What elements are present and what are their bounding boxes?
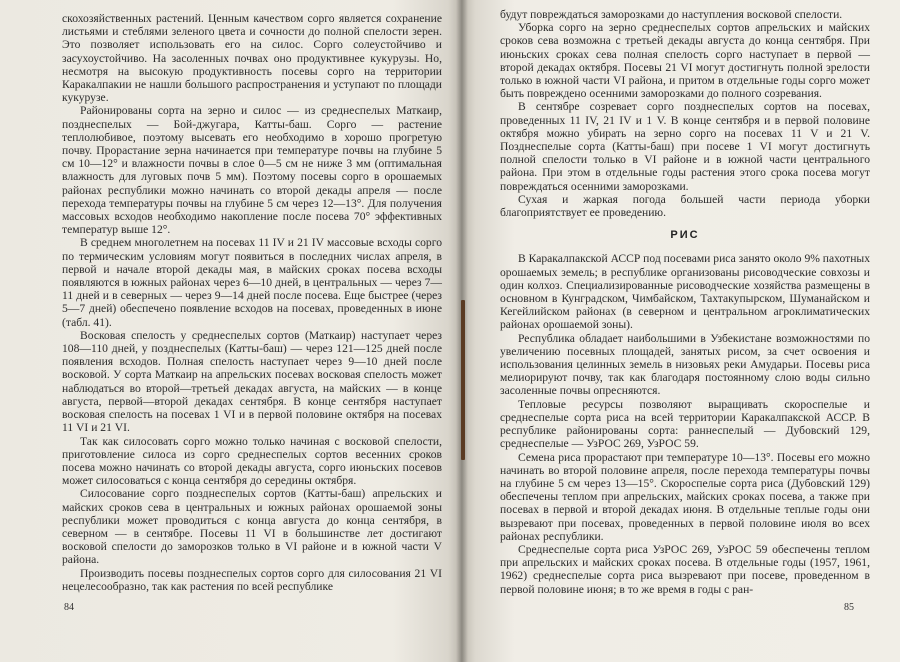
paragraph: В Каракалпакской АССР под посевами риса занято около 9% пахотных орошаемых земель; в республике организованы рисоводческие совхозы и один колхоз. Специализированные рисоводческие хозяйства размещены в основном в Кунградском, Чимбайском, Тахтакупырском, Шуманайском и Кегейлийском районах (в северном и центральном агроклиматических районах орошаемой зоны).	[500, 252, 871, 332]
paragraph: Силосование сорго позднеспелых сортов (Катты-баш) апрельских и майских сроков сева в центральных и южных районах орошаемой зоны республики может проводиться с конца августа до конца сентября, в северном — в сентябре. Посевы 11 VI в большинстве лет достигают восковой спелости до заморозков только в VI районе и в южной части V района.	[62, 487, 442, 567]
paragraph: Тепловые ресурсы позволяют выращивать скороспелые и среднеспелые сорта риса на всей территории Каракалпакской АССР. В республике районированы сорта: раннеспелый — Дубовский 129, среднеспелые — УзРОС 269, УзРОС 59.	[500, 397, 870, 451]
paragraph: В среднем многолетнем на посевах 11 IV и 21 IV массовые всходы сорго по термическим условиям могут появиться в последних числах апреля, в первой и начале второй декады мая, в майских сроках посева всходы появляются в южных районах через 6—10 дней, в центральных — через 7—11 дней и в северных — через 9—14 дней после посева. Еще быстрее (через 5—7 дней) обеспечено появление всходов на посевах, проведенных в июне (табл. 41).	[62, 236, 442, 329]
paragraph: Так как силосовать сорго можно только начиная с восковой спелости, приготовление силоса из сорго среднеспелых сортов весенних сроков посева можно начинать со второй декады августа, сорго июньских посевов может силосоваться с конца сентября до середины октября.	[62, 434, 442, 488]
paragraph: Восковая спелость у среднеспелых сортов (Маткаир) наступает через 108—110 дней, у позднеспелых (Катты-баш) — через 121—125 дней после появления всходов. Полная спелость наступает через 9—10 дней после восковой. У сорта Маткаир на апрельских посевах восковая спелость может наблюдаться во второй—третьей декадах августа, на майских — в конце августа, первой—второй декадах сентября. В конце сентября наступает восковая спелость на посевах 1 VI и в первой половине октября на посевах 11 VI и 21 VI.	[62, 328, 442, 435]
page-number: 84	[64, 601, 74, 613]
paragraph: Производить посевы позднеспелых сортов сорго для силосования 21 VI нецелесообразно, так как растения по всей республике	[62, 566, 442, 593]
paragraph: будут повреждаться заморозками до наступления восковой спелости.	[500, 8, 843, 21]
right-page	[462, 0, 900, 662]
paragraph: Сухая и жаркая погода большей части периода уборки благоприятствует ее проведению.	[500, 192, 870, 220]
paragraph: Уборка сорго на зерно среднеспелых сортов апрельских и майских сроков сева возможна с третьей декады августа до конца сентября. При июньских сроках сева полная спелость сорго наступает в первой — второй декадах октября. Посевы 21 VI могут достигнуть полной зрелости только в южной части VI района, и притом в отдельные годы сорго может быть повреждено осенними заморозками до полного созревания.	[500, 21, 870, 101]
page-number: 85	[844, 601, 854, 613]
paragraph: скохозяйственных растений. Ценным качеством сорго является сохранение листьями и стеблями зеленого цвета и сочности до полной спелости зерен. Это позволяет использовать его на силос. Сорго солеустойчиво и засухоустойчиво. На засоленных почвах оно продуктивнее кукурузы. Но, несмотря на высокую продуктивность посевы сорго на территории Каракалпакии не нашли большого распространения и уступают по площади кукурузе.	[62, 12, 442, 105]
paragraph: Районированы сорта на зерно и силос — из среднеспелых Маткаир, позднеспелых — Бой-джугара, Катты-баш. Сорго — растение теплолюбивое, поэтому высевать его необходимо в хорошо прогретую почву. Прорастание зерна начинается при температуре почвы на глубине 5 см 10—12° и влажности почвы в слое 0—5 см не ниже 3 мм (оптимальная влажность для луговых почв 5 мм). Поэтому посевы сорго в орошаемых районах республики можно начинать со второй декады апреля — после перехода температуры почвы на глубине 5 см через 12—13°. Для получения массовых всходов необходимо накопление после посева 70° эффективных температур выше 12°.	[62, 104, 442, 237]
paragraph: Семена риса прорастают при температуре 10—13°. Посевы его можно начинать во второй половине апреля, после перехода температуры почвы на глубине 5 см через 13—15°. Скороспелые сорта риса (Дубовский 129) обеспечены теплом при апрельских, майских сроках посева, а также при посевах в первой и второй декадах июня. В отдельные теплые годы они вызревают при посевах, проведенных в первой половине июля во всех районах республики.	[500, 450, 870, 543]
bookmark-ribbon	[461, 300, 465, 460]
paragraph: В сентябре созревает сорго позднеспелых сортов на посевах, проведенных 11 IV, 21 IV и 1 V. В конце сентября и в первой половине октября можно убирать на зерно сорго на посевах 11 V и 21 V. Позднеспелые сорта (Катты-баш) при посеве 1 VI могут достигнуть полной спелости только в VI районе и в южной части центрального района. При этом в отдельные годы растения этого срока посева могут повреждаться осенними заморозками.	[500, 100, 870, 193]
section-title: РИС	[670, 229, 700, 242]
paragraph: Республика обладает наибольшими в Узбекистане возможностями по увеличению посевных площадей, занятых рисом, за счет освоения и использования целинных земель в низовьях реки Амударьи. Посевы риса мелиорируют почву, так как благодаря постоянному слою воды сильно засоленные почвы опресняются.	[500, 331, 870, 398]
paragraph: Среднеспелые сорта риса УзРОС 269, УзРОС 59 обеспечены теплом при апрельских и майских сроках посева. В отдельные годы (1957, 1961, 1962) среднеспелые сорта риса вызревают при посеве, проведенном в первой половине июня; в то же время в годы с ран-	[500, 542, 870, 596]
